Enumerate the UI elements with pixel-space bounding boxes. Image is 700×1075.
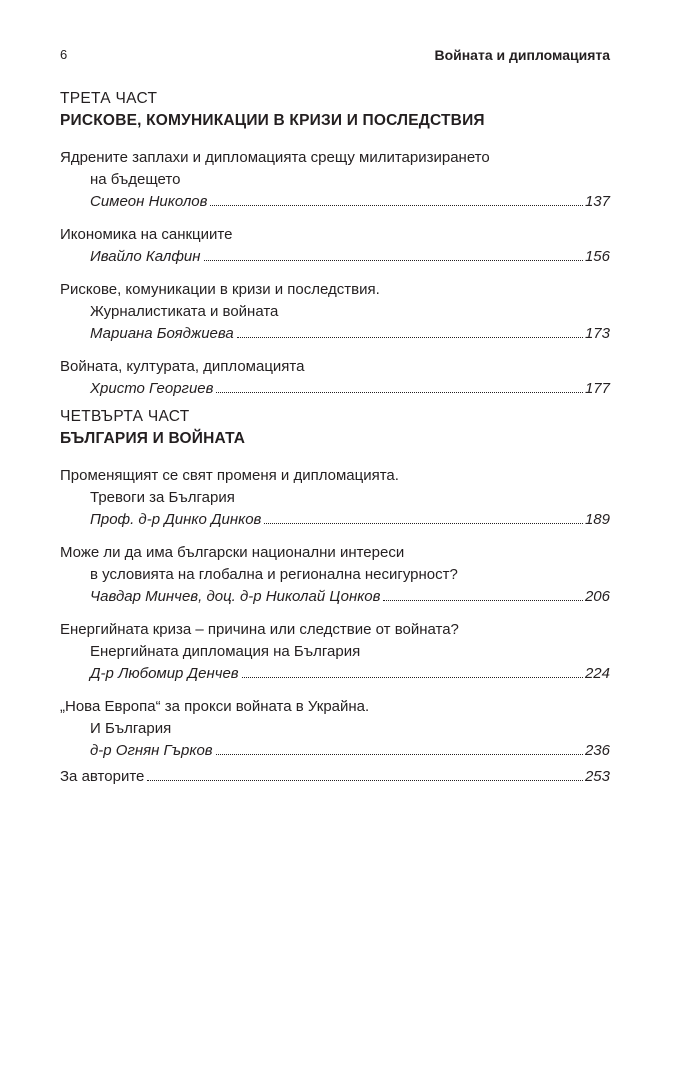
entry-author: Чавдар Минчев, доц. д-р Николай Цонков <box>90 588 381 605</box>
dot-leader <box>204 259 583 261</box>
toc-section <box>60 147 610 411</box>
entry-page: 156 <box>584 248 610 265</box>
entry-page: 206 <box>584 588 610 605</box>
entry-page: 137 <box>584 193 610 210</box>
toc-entry <box>60 356 610 400</box>
entry-author: Ивайло Калфин <box>90 248 201 265</box>
entry-author: Мариана Бояджиева <box>90 325 234 342</box>
entry-title-continued: в условията на глобална и регионална несигурност? <box>90 566 458 583</box>
dot-leader <box>383 599 583 601</box>
entry-page: 177 <box>584 380 610 397</box>
entry-author-line <box>60 378 610 400</box>
toc-entry <box>60 619 610 685</box>
entry-title-continued: Тревоги за България <box>90 489 235 506</box>
dot-leader <box>242 676 583 678</box>
entry-title: Променящият се свят променя и дипломацията. <box>60 467 399 484</box>
dot-leader <box>216 391 583 393</box>
page-number: 6 <box>60 47 68 62</box>
entry-author-line <box>60 246 610 268</box>
dot-leader <box>147 779 583 781</box>
part-title: БЪЛГАРИЯ И ВОЙНАТА <box>60 430 246 447</box>
entry-title: Рискове, комуникации в кризи и последствия. <box>60 281 380 298</box>
entry-page: 173 <box>584 325 610 342</box>
entry-author-line <box>60 509 610 531</box>
entry-author-line <box>60 740 610 762</box>
entry-author-line <box>60 323 610 345</box>
entry-page: 189 <box>584 511 610 528</box>
entry-title: Енергийната криза – причина или следствие от войната? <box>60 621 459 638</box>
toc-entry <box>60 279 610 345</box>
entry-title: Войната, културата, дипломацията <box>60 358 305 375</box>
entry-title: Ядрените заплахи и дипломацията срещу милитаризирането <box>60 149 490 166</box>
entry-title-continued: на бъдещето <box>90 171 181 188</box>
about-authors-page: 253 <box>584 768 610 785</box>
part-label: ЧЕТВЪРТА ЧАСТ <box>60 408 190 425</box>
entry-page: 224 <box>584 665 610 682</box>
entry-title: „Нова Европа“ за прокси войната в Украйна. <box>60 698 370 715</box>
toc-entry <box>60 147 610 213</box>
toc-entry <box>60 696 610 762</box>
entry-author-line <box>60 663 610 685</box>
entry-author: Христо Георгиев <box>90 380 214 397</box>
entry-page: 236 <box>584 742 610 759</box>
toc-entry <box>60 542 610 608</box>
entry-author: Проф. д-р Динко Динков <box>90 511 262 528</box>
page-header <box>60 47 610 67</box>
entry-title: Икономика на санкциите <box>60 226 233 243</box>
dot-leader <box>210 204 583 206</box>
dot-leader <box>237 336 583 338</box>
running-title: Войната и дипломацията <box>434 47 610 63</box>
about-authors-entry <box>60 766 610 788</box>
toc-entry <box>60 224 610 268</box>
part-title: РИСКОВЕ, КОМУНИКАЦИИ В КРИЗИ И ПОСЛЕДСТВИЯ <box>60 112 485 129</box>
entry-title-continued: И България <box>90 720 172 737</box>
toc-entry <box>60 465 610 531</box>
entry-author: Симеон Николов <box>90 193 208 210</box>
entry-author: Д-р Любомир Денчев <box>90 665 239 682</box>
entry-title: Може ли да има български национални интереси <box>60 544 405 561</box>
entry-author-line <box>60 586 610 608</box>
entry-title-continued: Енергийната дипломация на България <box>90 643 361 660</box>
entry-author: д-р Огнян Гърков <box>90 742 213 759</box>
dot-leader <box>264 522 583 524</box>
entry-title-continued: Журналистиката и войната <box>90 303 279 320</box>
toc-section <box>60 465 610 773</box>
entry-author-line <box>60 191 610 213</box>
part-heading <box>60 406 610 450</box>
about-authors-label: За авторите <box>60 768 145 785</box>
part-heading <box>60 88 610 132</box>
part-label: ТРЕТА ЧАСТ <box>60 90 158 107</box>
dot-leader <box>216 753 583 755</box>
